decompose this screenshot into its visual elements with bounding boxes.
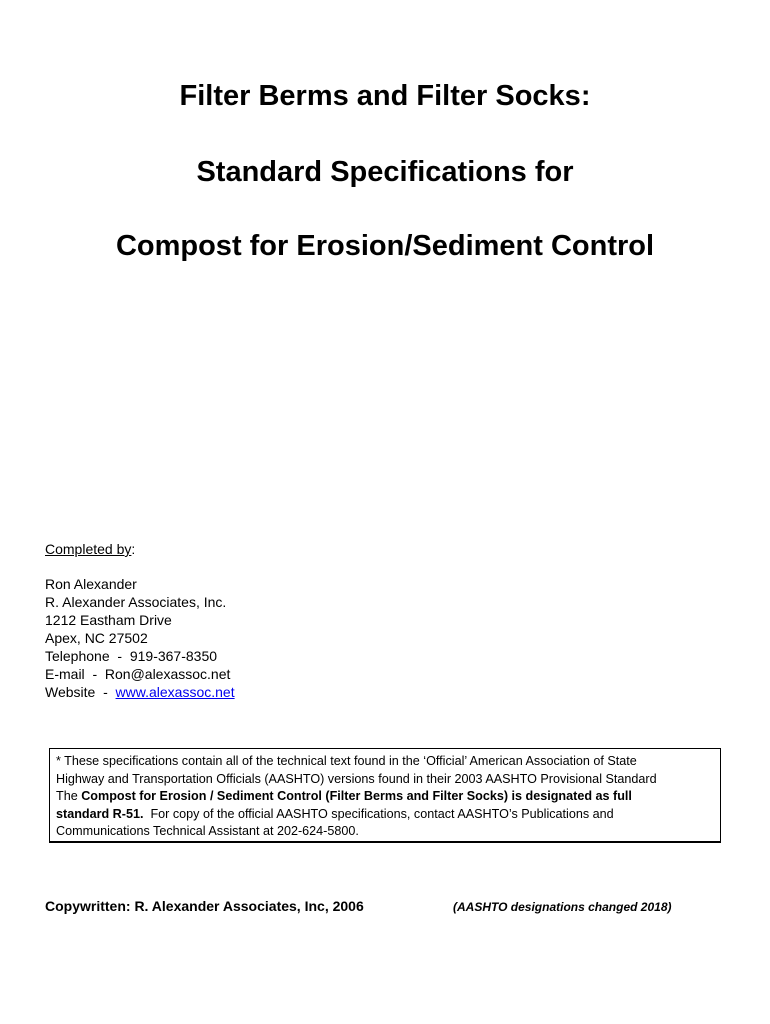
notice-designation-bold: Compost for Erosion / Sediment Control (Filter Berms and Filter Socks) is designated as full bbox=[81, 789, 632, 803]
aashto-notice-box bbox=[49, 748, 720, 843]
company-name: R. Alexander Associates, Inc. bbox=[45, 594, 227, 610]
city-state-zip: Apex, NC 27502 bbox=[45, 630, 148, 646]
notice-line-1: * These specifications contain all of the technical text found in the ‘Official’ American Association of State bbox=[56, 754, 637, 768]
email: E-mail - Ron@alexassoc.net bbox=[45, 666, 231, 682]
completed-by-heading bbox=[45, 540, 235, 558]
street-address: 1212 Eastham Drive bbox=[45, 612, 172, 628]
title-line-2: Standard Specifications for bbox=[196, 156, 574, 188]
completed-by-label: Completed by bbox=[45, 541, 132, 557]
notice-line-3-pre: The bbox=[56, 789, 82, 803]
notice-line-3 bbox=[56, 788, 720, 806]
title-line-1: Filter Berms and Filter Socks: bbox=[179, 80, 591, 112]
website-line bbox=[45, 683, 235, 701]
completed-by-colon: : bbox=[131, 541, 136, 557]
notice-standard-bold: standard R-51. bbox=[56, 806, 144, 821]
author-name: Ron Alexander bbox=[45, 576, 137, 592]
website-prefix: Website - bbox=[45, 684, 116, 700]
notice-line-4-rest: For copy of the official AASHTO specifications, contact AASHTO’s Publications and bbox=[143, 806, 614, 821]
author-contact-block bbox=[45, 540, 235, 701]
notice-line-4 bbox=[56, 806, 720, 824]
telephone: Telephone - 919-367-8350 bbox=[45, 648, 218, 664]
designation-note: (AASHTO designations changed 2018) bbox=[453, 900, 672, 914]
website-link[interactable]: www.alexassoc.net bbox=[115, 684, 235, 700]
notice-line-5: Communications Technical Assistant at 202-624-5800. bbox=[56, 824, 359, 838]
title-line-3: Compost for Erosion/Sediment Control bbox=[115, 230, 655, 262]
copyright-text: Copywritten: R. Alexander Associates, Inc, 2006 bbox=[45, 898, 364, 914]
notice-line-2: Highway and Transportation Officials (AASHTO) versions found in their 2003 AASHTO Provisional Standard bbox=[56, 771, 657, 786]
